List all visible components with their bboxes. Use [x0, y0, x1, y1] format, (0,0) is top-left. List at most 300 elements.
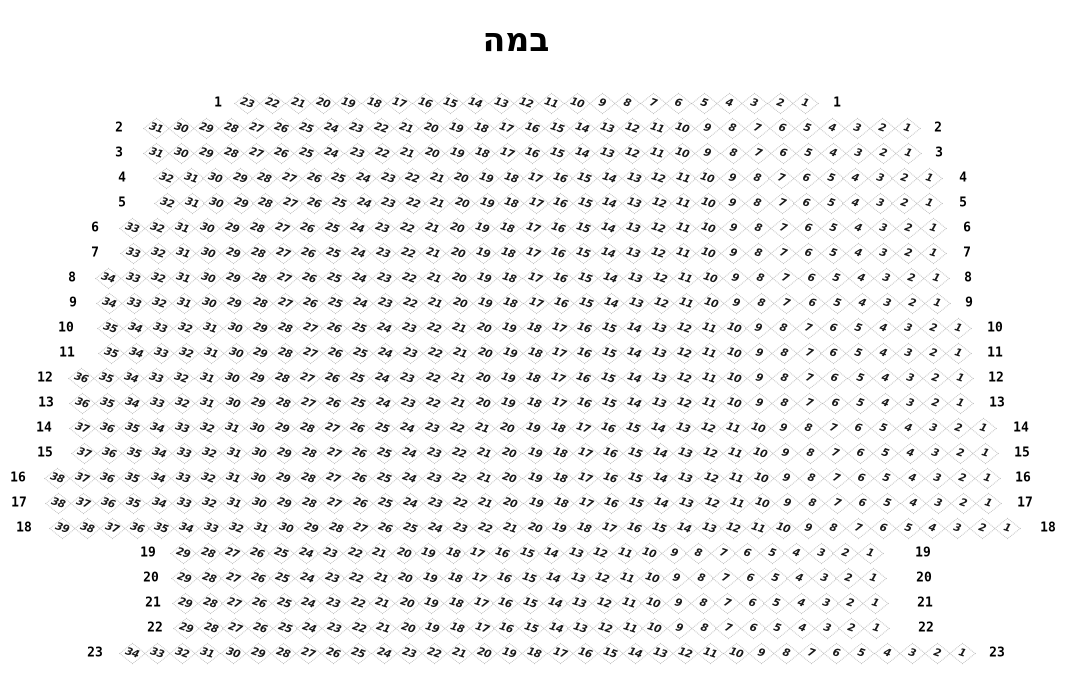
- seat-row11-7[interactable]: [796, 342, 822, 364]
- seat-row10-10[interactable]: [721, 317, 747, 339]
- seat-row15-28[interactable]: [296, 442, 322, 464]
- seat-row7-22[interactable]: [395, 242, 421, 264]
- seat-row19-4[interactable]: [783, 542, 809, 564]
- seat-row2-15[interactable]: [544, 117, 570, 139]
- seat-row3-10[interactable]: [669, 142, 695, 164]
- seat-row13-25[interactable]: [345, 392, 371, 414]
- seat-row6-23[interactable]: [369, 217, 395, 239]
- seat-row18-6[interactable]: [870, 517, 896, 539]
- seat-row3-28[interactable]: [218, 142, 244, 164]
- seat-row8-28[interactable]: [246, 267, 272, 289]
- seat-row13-17[interactable]: [546, 392, 572, 414]
- seat-row18-23[interactable]: [447, 517, 473, 539]
- seat-row18-10[interactable]: [770, 517, 796, 539]
- seat-row22-7[interactable]: [715, 617, 741, 639]
- seat-row6-4[interactable]: [845, 217, 871, 239]
- seat-row17-32[interactable]: [196, 492, 222, 514]
- seat-row12-16[interactable]: [570, 367, 596, 389]
- seat-row8-11[interactable]: [672, 267, 698, 289]
- seat-row9-32[interactable]: [146, 292, 172, 314]
- seat-row19-16[interactable]: [489, 542, 515, 564]
- seat-row16-33[interactable]: [170, 467, 196, 489]
- seat-row12-35[interactable]: [93, 367, 119, 389]
- seat-row13-30[interactable]: [220, 392, 246, 414]
- seat-row13-22[interactable]: [420, 392, 446, 414]
- seat-row3-31[interactable]: [143, 142, 169, 164]
- seat-row20-11[interactable]: [614, 567, 640, 589]
- seat-row12-1[interactable]: [947, 367, 973, 389]
- seat-row5-30[interactable]: [203, 192, 229, 214]
- seat-row17-36[interactable]: [95, 492, 121, 514]
- seat-row18-24[interactable]: [422, 517, 448, 539]
- seat-row2-24[interactable]: [318, 117, 344, 139]
- seat-row20-25[interactable]: [269, 567, 295, 589]
- seat-row22-24[interactable]: [296, 617, 322, 639]
- seat-row8-9[interactable]: [722, 267, 748, 289]
- seat-row21-14[interactable]: [542, 592, 568, 614]
- seat-row8-10[interactable]: [697, 267, 723, 289]
- seat-row4-3[interactable]: [867, 167, 893, 189]
- seat-row15-5[interactable]: [872, 442, 898, 464]
- seat-row15-16[interactable]: [597, 442, 623, 464]
- seat-row12-4[interactable]: [872, 367, 898, 389]
- seat-row13-27[interactable]: [295, 392, 321, 414]
- seat-row1-1[interactable]: [792, 92, 818, 114]
- seat-row21-13[interactable]: [566, 592, 592, 614]
- seat-row9-27[interactable]: [272, 292, 298, 314]
- seat-row11-24[interactable]: [372, 342, 398, 364]
- seat-row17-12[interactable]: [699, 492, 725, 514]
- seat-row2-10[interactable]: [669, 117, 695, 139]
- seat-row4-25[interactable]: [325, 167, 351, 189]
- seat-row23-25[interactable]: [345, 642, 371, 664]
- seat-row15-33[interactable]: [171, 442, 197, 464]
- seat-row21-27[interactable]: [221, 592, 247, 614]
- seat-row14-25[interactable]: [369, 417, 395, 439]
- seat-row10-33[interactable]: [147, 317, 173, 339]
- seat-row18-31[interactable]: [248, 517, 274, 539]
- seat-row12-26[interactable]: [319, 367, 345, 389]
- seat-row14-36[interactable]: [94, 417, 120, 439]
- seat-row22-22[interactable]: [346, 617, 372, 639]
- seat-row5-28[interactable]: [252, 192, 278, 214]
- seat-row5-1[interactable]: [916, 192, 942, 214]
- seat-row1-20[interactable]: [310, 92, 336, 114]
- seat-row21-25[interactable]: [271, 592, 297, 614]
- seat-row17-34[interactable]: [146, 492, 172, 514]
- seat-row10-29[interactable]: [247, 317, 273, 339]
- seat-row19-10[interactable]: [636, 542, 662, 564]
- seat-row11-1[interactable]: [945, 342, 971, 364]
- seat-row7-29[interactable]: [220, 242, 246, 264]
- seat-row5-32[interactable]: [154, 192, 180, 214]
- seat-row17-31[interactable]: [221, 492, 247, 514]
- seat-row6-32[interactable]: [144, 217, 170, 239]
- seat-row12-6[interactable]: [821, 367, 847, 389]
- seat-row15-22[interactable]: [446, 442, 472, 464]
- seat-row16-28[interactable]: [295, 467, 321, 489]
- seat-row13-36[interactable]: [69, 392, 95, 414]
- seat-row21-6[interactable]: [739, 592, 765, 614]
- seat-row23-6[interactable]: [823, 642, 849, 664]
- seat-row1-22[interactable]: [259, 92, 285, 114]
- seat-row19-29[interactable]: [170, 542, 196, 564]
- seat-row8-27[interactable]: [271, 267, 297, 289]
- seat-row3-17[interactable]: [494, 142, 520, 164]
- seat-row15-31[interactable]: [221, 442, 247, 464]
- seat-row3-2[interactable]: [870, 142, 896, 164]
- seat-row20-17[interactable]: [466, 567, 492, 589]
- seat-row14-28[interactable]: [294, 417, 320, 439]
- seat-row13-26[interactable]: [320, 392, 346, 414]
- seat-row22-13[interactable]: [567, 617, 593, 639]
- seat-row10-8[interactable]: [770, 317, 796, 339]
- seat-row8-4[interactable]: [848, 267, 874, 289]
- seat-row13-12[interactable]: [671, 392, 697, 414]
- seat-row2-3[interactable]: [844, 117, 870, 139]
- seat-row5-22[interactable]: [400, 192, 426, 214]
- seat-row1-10[interactable]: [564, 92, 590, 114]
- seat-row3-19[interactable]: [444, 142, 470, 164]
- seat-row10-34[interactable]: [122, 317, 148, 339]
- seat-row12-29[interactable]: [244, 367, 270, 389]
- seat-row22-4[interactable]: [789, 617, 815, 639]
- seat-row9-5[interactable]: [824, 292, 850, 314]
- seat-row6-8[interactable]: [745, 217, 771, 239]
- seat-row18-7[interactable]: [845, 517, 871, 539]
- seat-row17-25[interactable]: [372, 492, 398, 514]
- seat-row16-32[interactable]: [195, 467, 221, 489]
- seat-row2-17[interactable]: [493, 117, 519, 139]
- seat-row6-19[interactable]: [469, 217, 495, 239]
- seat-row1-4[interactable]: [716, 92, 742, 114]
- seat-row23-31[interactable]: [194, 642, 220, 664]
- seat-row13-28[interactable]: [270, 392, 296, 414]
- seat-row19-21[interactable]: [366, 542, 392, 564]
- seat-row14-19[interactable]: [520, 417, 546, 439]
- seat-row23-12[interactable]: [672, 642, 698, 664]
- seat-row6-28[interactable]: [244, 217, 270, 239]
- seat-row17-27[interactable]: [321, 492, 347, 514]
- seat-row8-30[interactable]: [195, 267, 221, 289]
- seat-row3-5[interactable]: [795, 142, 821, 164]
- seat-row11-6[interactable]: [820, 342, 846, 364]
- seat-row23-24[interactable]: [371, 642, 397, 664]
- seat-row1-14[interactable]: [462, 92, 488, 114]
- seat-row16-18[interactable]: [547, 467, 573, 489]
- seat-row9-9[interactable]: [723, 292, 749, 314]
- seat-row10-13[interactable]: [646, 317, 672, 339]
- seat-row16-25[interactable]: [371, 467, 397, 489]
- seat-row22-6[interactable]: [740, 617, 766, 639]
- seat-row14-21[interactable]: [469, 417, 495, 439]
- seat-row1-5[interactable]: [691, 92, 717, 114]
- seat-row10-27[interactable]: [297, 317, 323, 339]
- seat-row2-26[interactable]: [268, 117, 294, 139]
- seat-row23-18[interactable]: [521, 642, 547, 664]
- seat-row12-10[interactable]: [721, 367, 747, 389]
- seat-row9-15[interactable]: [573, 292, 599, 314]
- seat-row4-23[interactable]: [375, 167, 401, 189]
- seat-row14-37[interactable]: [69, 417, 95, 439]
- seat-row19-11[interactable]: [612, 542, 638, 564]
- seat-row11-22[interactable]: [422, 342, 448, 364]
- seat-row1-8[interactable]: [614, 92, 640, 114]
- seat-row15-3[interactable]: [922, 442, 948, 464]
- seat-row20-22[interactable]: [343, 567, 369, 589]
- seat-row17-21[interactable]: [472, 492, 498, 514]
- seat-row10-21[interactable]: [446, 317, 472, 339]
- seat-row1-11[interactable]: [538, 92, 564, 114]
- seat-row14-23[interactable]: [419, 417, 445, 439]
- seat-row19-26[interactable]: [244, 542, 270, 564]
- seat-row21-20[interactable]: [394, 592, 420, 614]
- seat-row22-10[interactable]: [641, 617, 667, 639]
- seat-row21-19[interactable]: [418, 592, 444, 614]
- seat-row11-23[interactable]: [397, 342, 423, 364]
- seat-row17-2[interactable]: [950, 492, 976, 514]
- seat-row7-11[interactable]: [670, 242, 696, 264]
- seat-row23-34[interactable]: [119, 642, 145, 664]
- seat-row8-19[interactable]: [471, 267, 497, 289]
- seat-row9-19[interactable]: [472, 292, 498, 314]
- seat-row5-23[interactable]: [375, 192, 401, 214]
- seat-row19-9[interactable]: [661, 542, 687, 564]
- seat-row3-23[interactable]: [344, 142, 370, 164]
- seat-row19-14[interactable]: [538, 542, 564, 564]
- seat-row12-8[interactable]: [771, 367, 797, 389]
- seat-row5-24[interactable]: [351, 192, 377, 214]
- seat-row15-29[interactable]: [271, 442, 297, 464]
- seat-row4-9[interactable]: [719, 167, 745, 189]
- seat-row2-4[interactable]: [819, 117, 845, 139]
- seat-row22-12[interactable]: [592, 617, 618, 639]
- seat-row4-29[interactable]: [227, 167, 253, 189]
- seat-row7-30[interactable]: [195, 242, 221, 264]
- seat-row14-27[interactable]: [319, 417, 345, 439]
- seat-row14-1[interactable]: [970, 417, 996, 439]
- seat-row14-33[interactable]: [169, 417, 195, 439]
- seat-row19-19[interactable]: [415, 542, 441, 564]
- seat-row19-25[interactable]: [268, 542, 294, 564]
- seat-row18-11[interactable]: [745, 517, 771, 539]
- seat-row4-8[interactable]: [744, 167, 770, 189]
- seat-row14-20[interactable]: [494, 417, 520, 439]
- seat-row13-5[interactable]: [847, 392, 873, 414]
- seat-row5-10[interactable]: [695, 192, 721, 214]
- seat-row22-27[interactable]: [222, 617, 248, 639]
- seat-row6-9[interactable]: [720, 217, 746, 239]
- seat-row7-21[interactable]: [420, 242, 446, 264]
- seat-row13-7[interactable]: [796, 392, 822, 414]
- seat-row8-33[interactable]: [120, 267, 146, 289]
- seat-row4-13[interactable]: [621, 167, 647, 189]
- seat-row14-31[interactable]: [219, 417, 245, 439]
- seat-row9-31[interactable]: [171, 292, 197, 314]
- seat-row13-8[interactable]: [771, 392, 797, 414]
- seat-row8-15[interactable]: [572, 267, 598, 289]
- seat-row4-27[interactable]: [276, 167, 302, 189]
- seat-row19-27[interactable]: [219, 542, 245, 564]
- seat-row23-19[interactable]: [496, 642, 522, 664]
- seat-row11-28[interactable]: [272, 342, 298, 364]
- seat-row11-18[interactable]: [522, 342, 548, 364]
- seat-row14-16[interactable]: [595, 417, 621, 439]
- seat-row5-11[interactable]: [670, 192, 696, 214]
- seat-row18-9[interactable]: [795, 517, 821, 539]
- seat-row12-11[interactable]: [696, 367, 722, 389]
- seat-row17-37[interactable]: [70, 492, 96, 514]
- seat-row18-20[interactable]: [522, 517, 548, 539]
- seat-row3-20[interactable]: [419, 142, 445, 164]
- seat-row3-9[interactable]: [694, 142, 720, 164]
- seat-row12-31[interactable]: [194, 367, 220, 389]
- seat-row20-26[interactable]: [245, 567, 271, 589]
- seat-row15-30[interactable]: [246, 442, 272, 464]
- seat-row17-17[interactable]: [573, 492, 599, 514]
- seat-row10-24[interactable]: [371, 317, 397, 339]
- seat-row14-12[interactable]: [695, 417, 721, 439]
- seat-row6-13[interactable]: [620, 217, 646, 239]
- seat-row14-11[interactable]: [720, 417, 746, 439]
- seat-row23-21[interactable]: [446, 642, 472, 664]
- seat-row6-31[interactable]: [169, 217, 195, 239]
- seat-row9-29[interactable]: [221, 292, 247, 314]
- seat-row12-17[interactable]: [545, 367, 571, 389]
- seat-row16-17[interactable]: [572, 467, 598, 489]
- seat-row23-33[interactable]: [144, 642, 170, 664]
- seat-row2-29[interactable]: [193, 117, 219, 139]
- seat-row23-1[interactable]: [949, 642, 975, 664]
- seat-row3-30[interactable]: [168, 142, 194, 164]
- seat-row15-19[interactable]: [522, 442, 548, 464]
- seat-row6-15[interactable]: [570, 217, 596, 239]
- seat-row13-14[interactable]: [621, 392, 647, 414]
- seat-row7-2[interactable]: [895, 242, 921, 264]
- seat-row3-26[interactable]: [268, 142, 294, 164]
- seat-row9-25[interactable]: [322, 292, 348, 314]
- seat-row2-2[interactable]: [869, 117, 895, 139]
- seat-row10-35[interactable]: [97, 317, 123, 339]
- seat-row5-5[interactable]: [818, 192, 844, 214]
- seat-row6-20[interactable]: [444, 217, 470, 239]
- seat-row15-36[interactable]: [96, 442, 122, 464]
- seat-row23-8[interactable]: [773, 642, 799, 664]
- seat-row17-8[interactable]: [799, 492, 825, 514]
- seat-row6-30[interactable]: [194, 217, 220, 239]
- seat-row19-6[interactable]: [734, 542, 760, 564]
- seat-row17-16[interactable]: [598, 492, 624, 514]
- seat-row2-22[interactable]: [368, 117, 394, 139]
- seat-row16-20[interactable]: [496, 467, 522, 489]
- seat-row11-29[interactable]: [247, 342, 273, 364]
- seat-row15-10[interactable]: [747, 442, 773, 464]
- seat-row22-28[interactable]: [198, 617, 224, 639]
- seat-row9-10[interactable]: [698, 292, 724, 314]
- seat-row21-29[interactable]: [172, 592, 198, 614]
- seat-row12-30[interactable]: [219, 367, 245, 389]
- seat-row16-29[interactable]: [270, 467, 296, 489]
- seat-row4-14[interactable]: [596, 167, 622, 189]
- seat-row18-13[interactable]: [696, 517, 722, 539]
- seat-row22-18[interactable]: [444, 617, 470, 639]
- seat-row20-29[interactable]: [171, 567, 197, 589]
- seat-row4-17[interactable]: [522, 167, 548, 189]
- seat-row18-5[interactable]: [895, 517, 921, 539]
- seat-row6-27[interactable]: [269, 217, 295, 239]
- seat-row15-24[interactable]: [396, 442, 422, 464]
- seat-row7-24[interactable]: [345, 242, 371, 264]
- seat-row23-26[interactable]: [320, 642, 346, 664]
- seat-row22-1[interactable]: [863, 617, 889, 639]
- seat-row18-18[interactable]: [571, 517, 597, 539]
- seat-row21-26[interactable]: [246, 592, 272, 614]
- seat-row12-19[interactable]: [495, 367, 521, 389]
- seat-row16-22[interactable]: [446, 467, 472, 489]
- seat-row2-20[interactable]: [418, 117, 444, 139]
- seat-row6-17[interactable]: [520, 217, 546, 239]
- seat-row17-33[interactable]: [171, 492, 197, 514]
- seat-row5-21[interactable]: [424, 192, 450, 214]
- seat-row13-21[interactable]: [445, 392, 471, 414]
- seat-row17-19[interactable]: [523, 492, 549, 514]
- seat-row8-5[interactable]: [823, 267, 849, 289]
- seat-row20-19[interactable]: [417, 567, 443, 589]
- seat-row11-2[interactable]: [920, 342, 946, 364]
- seat-row14-18[interactable]: [545, 417, 571, 439]
- seat-row11-34[interactable]: [123, 342, 149, 364]
- seat-row8-34[interactable]: [95, 267, 121, 289]
- seat-row6-24[interactable]: [344, 217, 370, 239]
- seat-row10-19[interactable]: [496, 317, 522, 339]
- seat-row16-19[interactable]: [522, 467, 548, 489]
- seat-row3-21[interactable]: [394, 142, 420, 164]
- seat-row15-1[interactable]: [972, 442, 998, 464]
- seat-row1-2[interactable]: [767, 92, 793, 114]
- seat-row11-11[interactable]: [696, 342, 722, 364]
- seat-row4-28[interactable]: [251, 167, 277, 189]
- seat-row2-18[interactable]: [468, 117, 494, 139]
- seat-row2-9[interactable]: [694, 117, 720, 139]
- seat-row9-33[interactable]: [121, 292, 147, 314]
- seat-row3-12[interactable]: [619, 142, 645, 164]
- seat-row12-14[interactable]: [621, 367, 647, 389]
- seat-row13-3[interactable]: [897, 392, 923, 414]
- seat-row20-13[interactable]: [565, 567, 591, 589]
- seat-row12-2[interactable]: [922, 367, 948, 389]
- seat-row18-28[interactable]: [323, 517, 349, 539]
- seat-row15-12[interactable]: [697, 442, 723, 464]
- seat-row9-6[interactable]: [799, 292, 825, 314]
- seat-row7-27[interactable]: [270, 242, 296, 264]
- seat-row9-8[interactable]: [748, 292, 774, 314]
- seat-row7-31[interactable]: [170, 242, 196, 264]
- seat-row2-13[interactable]: [594, 117, 620, 139]
- seat-row13-32[interactable]: [169, 392, 195, 414]
- seat-row9-17[interactable]: [523, 292, 549, 314]
- seat-row14-24[interactable]: [394, 417, 420, 439]
- seat-row23-2[interactable]: [924, 642, 950, 664]
- seat-row11-12[interactable]: [671, 342, 697, 364]
- seat-row10-1[interactable]: [945, 317, 971, 339]
- seat-row6-25[interactable]: [319, 217, 345, 239]
- seat-row2-30[interactable]: [168, 117, 194, 139]
- seat-row6-12[interactable]: [645, 217, 671, 239]
- seat-row12-27[interactable]: [294, 367, 320, 389]
- seat-row18-14[interactable]: [671, 517, 697, 539]
- seat-row18-34[interactable]: [173, 517, 199, 539]
- seat-row13-16[interactable]: [571, 392, 597, 414]
